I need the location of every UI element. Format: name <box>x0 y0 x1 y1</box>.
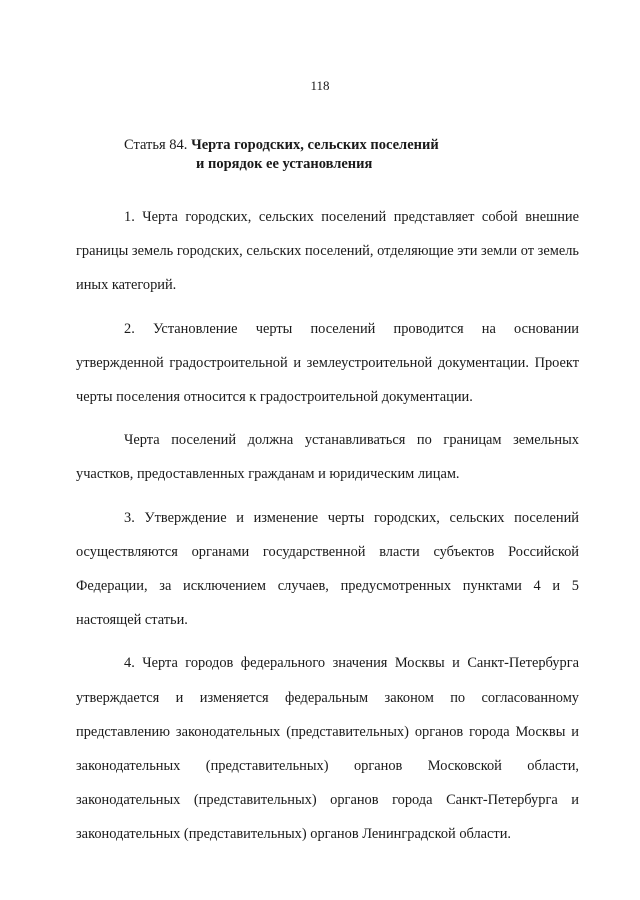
article-title-line2: и порядок ее установления <box>196 156 373 172</box>
paragraph-3: 3. Утверждение и изменение черты городских, сельских поселений осуществляются органами государственной власти субъектов Российской Федерации, за исключением случаев, предусмотренных пунктами 4 и 5 настоящей статьи. <box>76 509 579 629</box>
page-number: 118 <box>310 78 330 93</box>
article-heading <box>124 136 544 174</box>
paragraph-4: 4. Черта городов федерального значения Москвы и Санкт-Петербурга утверждается и изменяется федеральным законом по согласованному представлению законодательных (представительных) органов города Москвы и законодательных (представительных) органов Московской области, законодательных (представительных) органов города Санкт-Петербурга и законодательных (представительных) органов Ленинградской области. <box>76 655 579 843</box>
article-title-line1: Черта городских, сельских поселений <box>191 137 439 153</box>
paragraph-2-continuation: Черта поселений должна устанавливаться по границам земельных участков, предоставленных гражданам и юридическим лицам. <box>76 432 579 483</box>
paragraph-1: 1. Черта городских, сельских поселений представляет собой внешние границы земель городских, сельских поселений, отделяющие эти земли от земель иных категорий. <box>76 209 579 294</box>
paragraph-2: 2. Установление черты поселений проводится на основании утвержденной градостроительной и землеустроительной документации. Проект черты поселения относится к градостроительной документации. <box>76 320 579 406</box>
article-number: Статья 84. <box>124 137 188 153</box>
article-body <box>76 200 579 861</box>
